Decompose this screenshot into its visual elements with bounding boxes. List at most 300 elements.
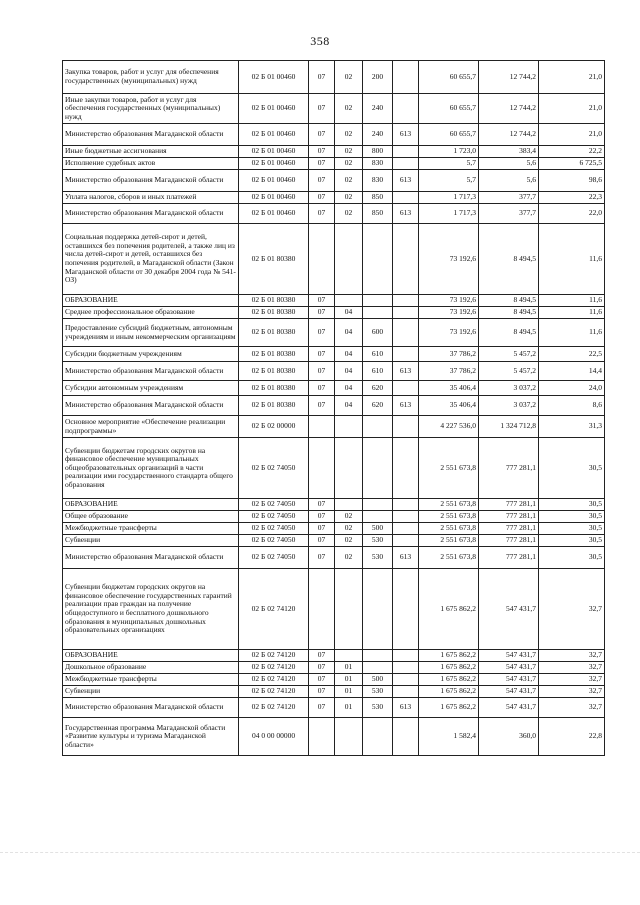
row-name: Министерство образования Магаданской области [63, 698, 239, 718]
row-name: Государственная программа Магаданской области «Развитие культуры и туризма Магаданской области» [63, 718, 239, 756]
row-executed-amount: 377,7 [479, 204, 539, 224]
row-name: Иные закупки товаров, работ и услуг для обеспечения государственных (муниципальных) нужд [63, 94, 239, 124]
row-plan-amount: 35 406,4 [419, 381, 479, 396]
table-row [63, 569, 605, 650]
row-executed-amount: 547 431,7 [479, 569, 539, 650]
table-row [63, 94, 605, 124]
table-row [63, 396, 605, 416]
row-percent: 21,0 [539, 94, 605, 124]
row-section: 07 [309, 362, 335, 381]
row-name: Социальная поддержка детей-сирот и детей, оставшихся без попечения родителей, а также лиц из числа детей-сирот и детей, оставшихся без попечения родителей, в Магаданской области (Закон Магаданской области от 30 декабря 2004 года № 541-ОЗ) [63, 224, 239, 295]
row-expense-type: 800 [363, 146, 393, 158]
row-gov-code [393, 381, 419, 396]
row-section [309, 569, 335, 650]
table-row [63, 650, 605, 662]
row-subsection: 02 [335, 124, 363, 146]
row-subsection [335, 718, 363, 756]
row-percent: 31,3 [539, 416, 605, 438]
row-percent: 30,5 [539, 535, 605, 547]
row-section: 07 [309, 381, 335, 396]
table-row [63, 307, 605, 319]
row-subsection [335, 416, 363, 438]
row-expense-type [363, 416, 393, 438]
row-code: 02 Б 01 00460 [239, 170, 309, 192]
row-name: Субвенции [63, 535, 239, 547]
row-section: 07 [309, 662, 335, 674]
page-number: 358 [310, 34, 330, 48]
table-row [63, 158, 605, 170]
table-row [63, 438, 605, 499]
budget-table-body [63, 61, 605, 756]
row-percent: 21,0 [539, 124, 605, 146]
row-percent: 32,7 [539, 662, 605, 674]
row-code: 02 Б 02 74050 [239, 511, 309, 523]
row-plan-amount: 1 717,3 [419, 204, 479, 224]
row-name: Основное мероприятие «Обеспечение реализации подпрограммы» [63, 416, 239, 438]
row-code: 02 Б 01 00460 [239, 94, 309, 124]
row-expense-type [363, 718, 393, 756]
row-executed-amount: 8 494,5 [479, 307, 539, 319]
row-name: Исполнение судебных актов [63, 158, 239, 170]
row-subsection [335, 650, 363, 662]
row-executed-amount: 383,4 [479, 146, 539, 158]
row-code: 02 Б 02 74120 [239, 569, 309, 650]
row-expense-type: 530 [363, 686, 393, 698]
row-plan-amount: 5,7 [419, 170, 479, 192]
row-executed-amount: 547 431,7 [479, 650, 539, 662]
row-gov-code: 613 [393, 170, 419, 192]
table-row [63, 674, 605, 686]
row-plan-amount: 2 551 673,8 [419, 523, 479, 535]
row-gov-code [393, 94, 419, 124]
row-gov-code [393, 499, 419, 511]
row-section: 07 [309, 307, 335, 319]
row-percent: 22,2 [539, 146, 605, 158]
row-code: 02 Б 01 80380 [239, 362, 309, 381]
row-percent: 30,5 [539, 523, 605, 535]
row-subsection: 04 [335, 347, 363, 362]
row-plan-amount: 37 786,2 [419, 347, 479, 362]
row-subsection: 02 [335, 146, 363, 158]
row-gov-code [393, 307, 419, 319]
row-subsection [335, 569, 363, 650]
row-expense-type: 240 [363, 94, 393, 124]
table-row [63, 662, 605, 674]
table-row [63, 295, 605, 307]
row-expense-type [363, 307, 393, 319]
row-executed-amount: 12 744,2 [479, 61, 539, 94]
row-subsection: 01 [335, 698, 363, 718]
row-executed-amount: 5 457,2 [479, 362, 539, 381]
table-row [63, 698, 605, 718]
row-gov-code [393, 523, 419, 535]
row-expense-type [363, 499, 393, 511]
row-gov-code: 613 [393, 362, 419, 381]
row-subsection: 02 [335, 94, 363, 124]
row-expense-type [363, 438, 393, 499]
row-expense-type: 620 [363, 396, 393, 416]
row-percent: 22,3 [539, 192, 605, 204]
row-section: 07 [309, 347, 335, 362]
row-expense-type: 500 [363, 523, 393, 535]
row-subsection: 02 [335, 535, 363, 547]
row-code: 02 Б 02 00000 [239, 416, 309, 438]
row-code: 04 0 00 00000 [239, 718, 309, 756]
row-plan-amount: 1 582,4 [419, 718, 479, 756]
row-percent: 22,5 [539, 347, 605, 362]
row-percent: 30,5 [539, 499, 605, 511]
table-row [63, 61, 605, 94]
row-executed-amount: 777 281,1 [479, 523, 539, 535]
row-expense-type: 620 [363, 381, 393, 396]
row-section: 07 [309, 146, 335, 158]
row-subsection [335, 499, 363, 511]
row-name: Министерство образования Магаданской области [63, 170, 239, 192]
row-plan-amount: 60 655,7 [419, 61, 479, 94]
row-code: 02 Б 01 80380 [239, 347, 309, 362]
row-executed-amount: 12 744,2 [479, 94, 539, 124]
table-row [63, 535, 605, 547]
row-expense-type: 530 [363, 547, 393, 569]
row-plan-amount: 5,7 [419, 158, 479, 170]
row-gov-code [393, 674, 419, 686]
row-subsection: 02 [335, 158, 363, 170]
row-executed-amount: 12 744,2 [479, 124, 539, 146]
row-gov-code [393, 319, 419, 347]
row-section: 07 [309, 535, 335, 547]
row-executed-amount: 547 431,7 [479, 686, 539, 698]
row-gov-code: 613 [393, 547, 419, 569]
table-row [63, 170, 605, 192]
row-gov-code [393, 650, 419, 662]
row-subsection: 04 [335, 381, 363, 396]
table-row [63, 547, 605, 569]
row-code: 02 Б 01 80380 [239, 224, 309, 295]
table-row [63, 718, 605, 756]
row-section [309, 416, 335, 438]
table-row [63, 511, 605, 523]
row-section: 07 [309, 204, 335, 224]
row-section: 07 [309, 547, 335, 569]
row-plan-amount: 37 786,2 [419, 362, 479, 381]
row-subsection: 02 [335, 511, 363, 523]
row-percent: 24,0 [539, 381, 605, 396]
row-percent: 22,0 [539, 204, 605, 224]
row-code: 02 Б 02 74120 [239, 662, 309, 674]
row-section: 07 [309, 170, 335, 192]
row-gov-code [393, 192, 419, 204]
row-expense-type: 830 [363, 170, 393, 192]
row-expense-type [363, 569, 393, 650]
row-expense-type [363, 662, 393, 674]
row-expense-type [363, 224, 393, 295]
row-percent: 14,4 [539, 362, 605, 381]
row-gov-code [393, 347, 419, 362]
table-row [63, 146, 605, 158]
row-name: Дошкольное образование [63, 662, 239, 674]
row-gov-code: 613 [393, 698, 419, 718]
row-percent: 11,6 [539, 319, 605, 347]
row-code: 02 Б 01 80380 [239, 295, 309, 307]
row-percent: 30,5 [539, 438, 605, 499]
row-section: 07 [309, 192, 335, 204]
row-subsection: 04 [335, 396, 363, 416]
row-code: 02 Б 01 00460 [239, 124, 309, 146]
table-row [63, 347, 605, 362]
row-plan-amount: 2 551 673,8 [419, 547, 479, 569]
row-section: 07 [309, 686, 335, 698]
row-plan-amount: 35 406,4 [419, 396, 479, 416]
row-percent: 32,7 [539, 674, 605, 686]
row-name: Субвенции [63, 686, 239, 698]
row-name: Закупка товаров, работ и услуг для обеспечения государственных (муниципальных) нужд [63, 61, 239, 94]
table-row [63, 204, 605, 224]
row-plan-amount: 1 675 862,2 [419, 686, 479, 698]
row-expense-type: 240 [363, 124, 393, 146]
row-name: ОБРАЗОВАНИЕ [63, 295, 239, 307]
row-percent: 8,6 [539, 396, 605, 416]
row-name: ОБРАЗОВАНИЕ [63, 499, 239, 511]
row-plan-amount: 1 675 862,2 [419, 698, 479, 718]
row-subsection: 02 [335, 204, 363, 224]
row-executed-amount: 547 431,7 [479, 674, 539, 686]
row-plan-amount: 1 675 862,2 [419, 650, 479, 662]
row-expense-type: 850 [363, 192, 393, 204]
row-executed-amount: 5,6 [479, 170, 539, 192]
row-section: 07 [309, 511, 335, 523]
row-executed-amount: 777 281,1 [479, 438, 539, 499]
row-expense-type: 610 [363, 362, 393, 381]
row-executed-amount: 777 281,1 [479, 535, 539, 547]
row-name: Субсидии бюджетным учреждениям [63, 347, 239, 362]
row-plan-amount: 1 675 862,2 [419, 674, 479, 686]
row-name: Предоставление субсидий бюджетным, автономным учреждениям и иным некоммерческим организациям [63, 319, 239, 347]
row-gov-code: 613 [393, 124, 419, 146]
row-name: Среднее профессиональное образование [63, 307, 239, 319]
row-plan-amount: 73 192,6 [419, 224, 479, 295]
row-name: Уплата налогов, сборов и иных платежей [63, 192, 239, 204]
row-section: 07 [309, 124, 335, 146]
row-gov-code [393, 416, 419, 438]
row-section: 07 [309, 319, 335, 347]
row-executed-amount: 377,7 [479, 192, 539, 204]
row-plan-amount: 2 551 673,8 [419, 438, 479, 499]
row-executed-amount: 8 494,5 [479, 319, 539, 347]
row-name: Межбюджетные трансферты [63, 674, 239, 686]
row-executed-amount: 777 281,1 [479, 547, 539, 569]
row-subsection: 02 [335, 547, 363, 569]
row-plan-amount: 73 192,6 [419, 295, 479, 307]
row-plan-amount: 4 227 536,0 [419, 416, 479, 438]
row-expense-type: 530 [363, 698, 393, 718]
row-plan-amount: 73 192,6 [419, 307, 479, 319]
row-gov-code [393, 662, 419, 674]
row-gov-code [393, 438, 419, 499]
row-percent: 11,6 [539, 295, 605, 307]
row-executed-amount: 3 037,2 [479, 396, 539, 416]
row-section: 07 [309, 295, 335, 307]
table-row [63, 362, 605, 381]
row-plan-amount: 2 551 673,8 [419, 499, 479, 511]
row-expense-type: 830 [363, 158, 393, 170]
row-subsection: 04 [335, 307, 363, 319]
row-code: 02 Б 02 74120 [239, 698, 309, 718]
row-plan-amount: 60 655,7 [419, 94, 479, 124]
row-expense-type [363, 511, 393, 523]
row-section: 07 [309, 94, 335, 124]
row-executed-amount: 547 431,7 [479, 698, 539, 718]
row-executed-amount: 5,6 [479, 158, 539, 170]
row-name: Субвенции бюджетам городских округов на финансовое обеспечение государственных гарантий реализации прав граждан на получение общедоступного и бесплатного дошкольного образования в муниципальных дошкольных образовательных организациях [63, 569, 239, 650]
row-name: ОБРАЗОВАНИЕ [63, 650, 239, 662]
row-code: 02 Б 02 74050 [239, 523, 309, 535]
row-plan-amount: 1 675 862,2 [419, 569, 479, 650]
row-code: 02 Б 01 00460 [239, 61, 309, 94]
row-section: 07 [309, 650, 335, 662]
budget-table [62, 60, 605, 756]
row-executed-amount: 360,0 [479, 718, 539, 756]
row-expense-type: 200 [363, 61, 393, 94]
row-plan-amount: 1 723,0 [419, 146, 479, 158]
row-percent: 6 725,5 [539, 158, 605, 170]
row-code: 02 Б 02 74050 [239, 438, 309, 499]
row-percent: 11,6 [539, 307, 605, 319]
row-section: 07 [309, 61, 335, 94]
row-section [309, 224, 335, 295]
row-percent: 11,6 [539, 224, 605, 295]
row-expense-type: 850 [363, 204, 393, 224]
row-subsection [335, 438, 363, 499]
row-gov-code [393, 146, 419, 158]
row-section: 07 [309, 698, 335, 718]
table-row [63, 416, 605, 438]
row-subsection: 02 [335, 523, 363, 535]
row-code: 02 Б 02 74050 [239, 547, 309, 569]
row-gov-code [393, 224, 419, 295]
row-subsection: 01 [335, 662, 363, 674]
row-subsection: 01 [335, 674, 363, 686]
row-gov-code [393, 718, 419, 756]
row-subsection: 02 [335, 192, 363, 204]
row-gov-code [393, 511, 419, 523]
row-name: Иные бюджетные ассигнования [63, 146, 239, 158]
row-gov-code: 613 [393, 396, 419, 416]
row-percent: 30,5 [539, 547, 605, 569]
row-gov-code [393, 295, 419, 307]
row-gov-code [393, 158, 419, 170]
row-code: 02 Б 02 74120 [239, 674, 309, 686]
row-plan-amount: 2 551 673,8 [419, 511, 479, 523]
row-code: 02 Б 02 74050 [239, 535, 309, 547]
row-expense-type: 530 [363, 535, 393, 547]
row-gov-code [393, 535, 419, 547]
scan-edge-line [0, 852, 640, 854]
row-name: Общее образование [63, 511, 239, 523]
row-name: Субвенции бюджетам городских округов на финансовое обеспечение муниципальных общеобразовательных организаций в части реализации ими государственного стандарта общего образования [63, 438, 239, 499]
row-expense-type: 600 [363, 319, 393, 347]
row-plan-amount: 60 655,7 [419, 124, 479, 146]
row-code: 02 Б 01 00460 [239, 204, 309, 224]
row-percent: 32,7 [539, 569, 605, 650]
row-percent: 21,0 [539, 61, 605, 94]
row-gov-code [393, 686, 419, 698]
row-plan-amount: 73 192,6 [419, 319, 479, 347]
row-executed-amount: 8 494,5 [479, 224, 539, 295]
row-percent: 32,7 [539, 686, 605, 698]
table-row [63, 319, 605, 347]
row-plan-amount: 1 675 862,2 [419, 662, 479, 674]
row-section [309, 438, 335, 499]
row-name: Министерство образования Магаданской области [63, 204, 239, 224]
row-expense-type [363, 295, 393, 307]
table-row [63, 381, 605, 396]
row-subsection: 04 [335, 362, 363, 381]
row-name: Субсидии автономным учреждениям [63, 381, 239, 396]
table-row [63, 686, 605, 698]
row-percent: 32,7 [539, 650, 605, 662]
row-subsection [335, 224, 363, 295]
row-gov-code [393, 61, 419, 94]
row-gov-code: 613 [393, 204, 419, 224]
row-executed-amount: 8 494,5 [479, 295, 539, 307]
row-section: 07 [309, 158, 335, 170]
row-subsection: 01 [335, 686, 363, 698]
table-row [63, 224, 605, 295]
row-code: 02 Б 01 80380 [239, 396, 309, 416]
row-code: 02 Б 02 74120 [239, 686, 309, 698]
row-executed-amount: 777 281,1 [479, 499, 539, 511]
table-row [63, 192, 605, 204]
row-plan-amount: 2 551 673,8 [419, 535, 479, 547]
row-gov-code [393, 569, 419, 650]
row-subsection [335, 295, 363, 307]
row-executed-amount: 547 431,7 [479, 662, 539, 674]
row-name: Министерство образования Магаданской области [63, 547, 239, 569]
row-percent: 32,7 [539, 698, 605, 718]
row-code: 02 Б 02 74120 [239, 650, 309, 662]
row-plan-amount: 1 717,3 [419, 192, 479, 204]
row-executed-amount: 3 037,2 [479, 381, 539, 396]
row-percent: 30,5 [539, 511, 605, 523]
row-subsection: 02 [335, 170, 363, 192]
row-section: 07 [309, 674, 335, 686]
row-section: 07 [309, 396, 335, 416]
row-executed-amount: 1 324 712,8 [479, 416, 539, 438]
row-code: 02 Б 01 80380 [239, 381, 309, 396]
row-expense-type: 500 [363, 674, 393, 686]
row-name: Министерство образования Магаданской области [63, 396, 239, 416]
table-row [63, 523, 605, 535]
row-code: 02 Б 01 00460 [239, 158, 309, 170]
row-code: 02 Б 01 00460 [239, 146, 309, 158]
row-code: 02 Б 01 80380 [239, 307, 309, 319]
row-expense-type [363, 650, 393, 662]
table-row [63, 499, 605, 511]
row-section [309, 718, 335, 756]
row-code: 02 Б 01 00460 [239, 192, 309, 204]
row-expense-type: 610 [363, 347, 393, 362]
table-row [63, 124, 605, 146]
row-percent: 98,6 [539, 170, 605, 192]
row-name: Министерство образования Магаданской области [63, 124, 239, 146]
row-subsection: 02 [335, 61, 363, 94]
row-section: 07 [309, 523, 335, 535]
row-subsection: 04 [335, 319, 363, 347]
row-executed-amount: 5 457,2 [479, 347, 539, 362]
row-executed-amount: 777 281,1 [479, 511, 539, 523]
row-percent: 22,8 [539, 718, 605, 756]
row-section: 07 [309, 499, 335, 511]
